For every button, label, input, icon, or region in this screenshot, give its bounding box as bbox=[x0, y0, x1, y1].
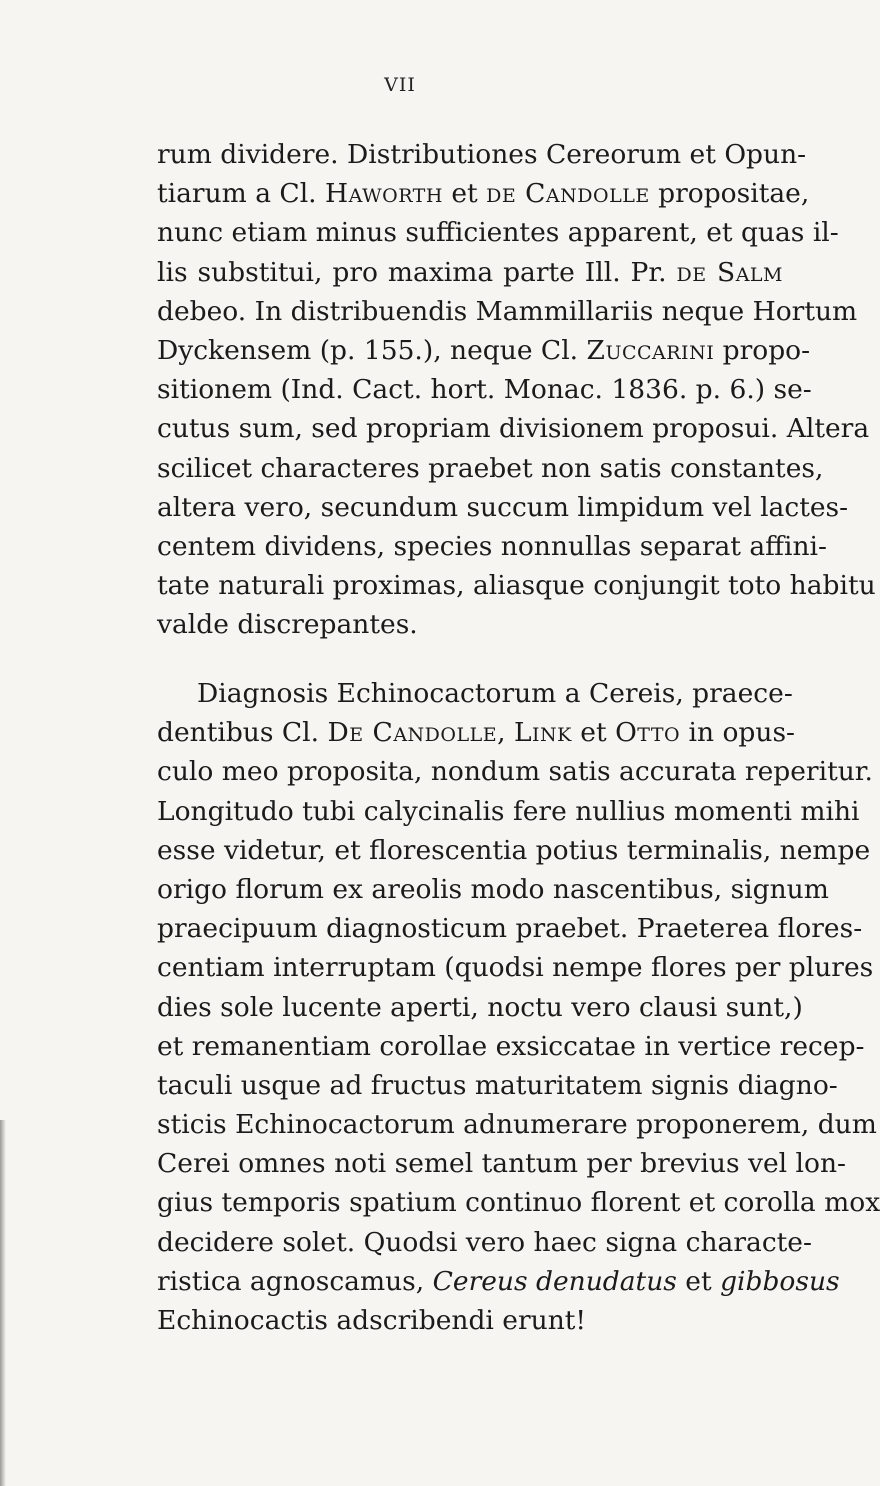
text-line: praecipuum diagnosticum praebet. Praeterea flores- bbox=[157, 913, 863, 945]
text-line: altera vero, secundum succum limpidum vel lactes- bbox=[157, 491, 849, 523]
text-line: origo florum ex areolis modo nascentibus, signum bbox=[157, 873, 829, 905]
text-line: sticis Echinocactorum adnumerare proponerem, dum bbox=[157, 1109, 877, 1141]
text-line: gius temporis spatium continuo florent et corolla mox bbox=[157, 1187, 880, 1219]
text-line: Longitudo tubi calycinalis fere nullius momenti mihi bbox=[157, 795, 860, 827]
species-name: gibbosus bbox=[720, 1265, 840, 1297]
text-line: Cerei omnes noti semel tantum per brevius vel lon- bbox=[157, 1148, 846, 1180]
author-name: Link bbox=[513, 717, 572, 749]
text-line: nunc etiam minus sufficientes apparent, et quas il- bbox=[157, 217, 839, 249]
paragraph-2 bbox=[157, 674, 880, 1340]
text-line: lis substitui, pro maxima parte Ill. Pr. de Salm bbox=[157, 256, 783, 288]
text-line: ristica agnoscamus, Cereus denudatus et gibbosus bbox=[157, 1265, 840, 1297]
page-number: VII bbox=[384, 74, 416, 96]
text-line: valde discrepantes. bbox=[157, 609, 418, 641]
text-line: debeo. In distribuendis Mammillariis neque Hortum bbox=[157, 295, 858, 327]
text-line: taculi usque ad fructus maturitatem signis diagno- bbox=[157, 1069, 838, 1101]
text-line: cutus sum, sed propriam divisionem proposui. Altera bbox=[157, 413, 870, 445]
text-line: sitionem (Ind. Cact. hort. Monac. 1836. p. 6.) se- bbox=[157, 374, 812, 406]
author-name: De Candolle bbox=[327, 717, 498, 749]
text-line: centiam interruptam (quodsi nempe flores per plures bbox=[157, 952, 874, 984]
text-line: dentibus Cl. De Candolle, Link et Otto in opus- bbox=[157, 717, 796, 749]
text-line: rum dividere. Distributiones Cereorum et Opun- bbox=[157, 139, 807, 170]
author-name: Haworth bbox=[325, 178, 443, 210]
text-line: scilicet characteres praebet non satis constantes, bbox=[157, 452, 824, 484]
text-line: tate naturali proximas, aliasque conjungit toto habitu bbox=[157, 570, 876, 602]
text-line: et remanentiam corollae exsiccatae in vertice recep- bbox=[157, 1030, 865, 1062]
species-name: Cereus denudatus bbox=[432, 1265, 677, 1297]
text-line: culo meo proposita, nondum satis accurata reperitur. bbox=[157, 756, 873, 788]
binding-shadow bbox=[0, 1120, 6, 1486]
text-line: dies sole lucente aperti, noctu vero clausi sunt,) bbox=[157, 991, 803, 1023]
paragraph-1 bbox=[157, 135, 876, 644]
text-line: Echinocactis adscribendi erunt! bbox=[157, 1305, 587, 1336]
author-name: de Candolle bbox=[486, 178, 650, 210]
text-line: esse videtur, et florescentia potius terminalis, nempe bbox=[157, 834, 871, 866]
text-line: tiarum a Cl. Haworth et de Candolle propositae, bbox=[157, 178, 810, 210]
text-line: centem dividens, species nonnullas separat affini- bbox=[157, 530, 827, 562]
author-name: Zuccarini bbox=[586, 334, 715, 366]
author-name: Otto bbox=[615, 717, 681, 749]
text-line: Dyckensem (p. 155.), neque Cl. Zuccarini propo- bbox=[157, 334, 811, 366]
text-line: decidere solet. Quodsi vero haec signa characte- bbox=[157, 1226, 812, 1258]
text-line: Diagnosis Echinocactorum a Cereis, praece- bbox=[197, 678, 793, 709]
author-name: de Salm bbox=[676, 256, 783, 288]
